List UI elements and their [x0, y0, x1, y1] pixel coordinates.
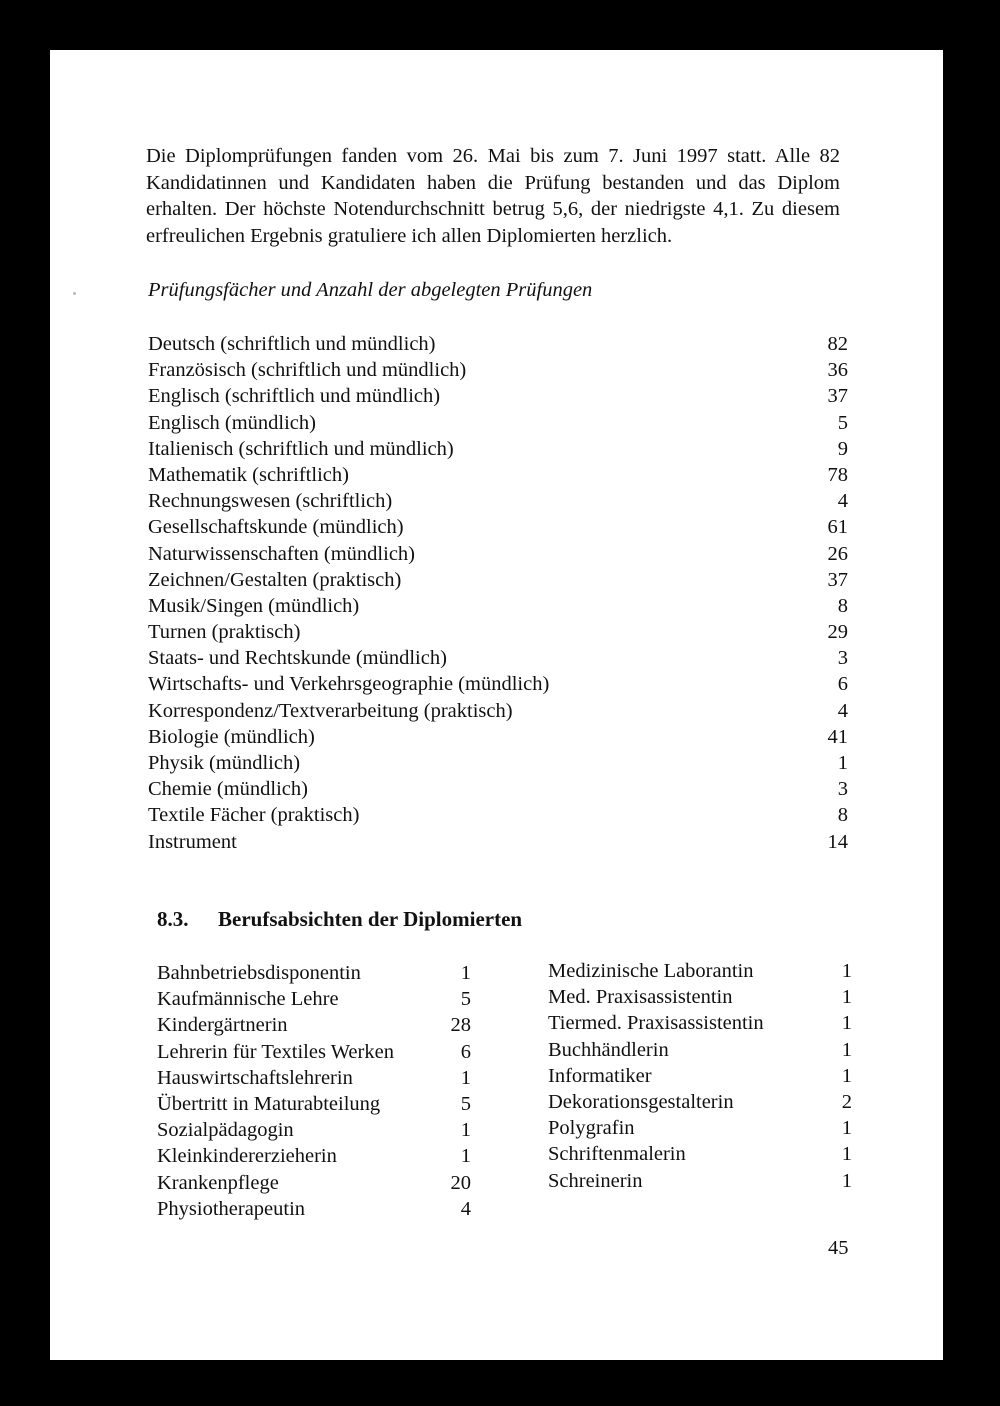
- subject-row: [148, 410, 848, 436]
- subject-row: [148, 514, 848, 540]
- career-row: [548, 1010, 852, 1036]
- subject-label: Wirtschafts- und Verkehrsgeographie (mündlich): [148, 673, 550, 696]
- subject-count: 4: [837, 490, 848, 513]
- subject-row: [148, 829, 848, 855]
- career-count: 1: [841, 1012, 852, 1035]
- career-row: [157, 1143, 471, 1169]
- section-title: Berufsabsichten der Diplomierten: [218, 907, 523, 931]
- subject-count: 78: [827, 463, 848, 486]
- subject-count: 1: [837, 752, 848, 774]
- subject-row: [148, 462, 848, 488]
- career-count: 1: [460, 962, 471, 984]
- career-row: [157, 1170, 471, 1196]
- career-label: Tiermed. Praxisassistentin: [548, 1012, 764, 1035]
- subject-label: Zeichnen/Gestalten (praktisch): [148, 568, 402, 591]
- document-page: [50, 50, 943, 1360]
- subject-count: 61: [827, 516, 848, 539]
- subject-count: 8: [837, 804, 848, 827]
- career-label: Lehrerin für Textiles Werken: [157, 1040, 394, 1063]
- career-label: Übertritt in Maturabteilung: [157, 1092, 381, 1115]
- subject-count: 6: [837, 673, 848, 696]
- subject-count: 37: [827, 385, 848, 408]
- career-row: [548, 1168, 852, 1194]
- subject-label: Physik (mündlich): [148, 752, 301, 774]
- career-count: 5: [460, 1092, 471, 1115]
- subject-count: 8: [837, 594, 848, 617]
- subject-row: [148, 541, 848, 567]
- career-count: 1: [841, 1143, 852, 1166]
- subject-label: Italienisch (schriftlich und mündlich): [148, 437, 454, 460]
- career-row: [548, 1141, 852, 1167]
- career-count: 6: [460, 1040, 471, 1063]
- subject-label: Chemie (mündlich): [148, 778, 308, 801]
- career-count: 5: [460, 988, 471, 1011]
- subjects-list: [148, 331, 848, 855]
- subject-count: 3: [837, 647, 848, 670]
- subject-row: [148, 724, 848, 750]
- subject-row: [148, 567, 848, 593]
- career-row: [157, 960, 471, 986]
- career-label: Polygrafin: [548, 1117, 635, 1140]
- career-row: [548, 1115, 852, 1141]
- career-label: Kindergärtnerin: [157, 1014, 288, 1037]
- subject-count: 26: [827, 542, 848, 565]
- career-count: 28: [450, 1014, 471, 1037]
- subject-count: 36: [827, 359, 848, 382]
- careers-left-column: [157, 960, 471, 1222]
- intro-paragraph: Die Diplomprüfungen fanden vom 26. Mai bis zum 7. Juni 1997 statt. Alle 82 Kandidatinnen und Kandidaten haben die Prüfung bestanden und das Diplom erhalten. Der höchste Notendurchschnitt betrug 5,6, der niedrigste 4,1. Zu diesem erfreulichen Ergebnis gratuliere ich allen Diplomierten herzlich.: [146, 145, 840, 247]
- page-number: 45: [828, 1237, 849, 1259]
- subject-row: [148, 698, 848, 724]
- subject-label: Englisch (mündlich): [148, 411, 316, 434]
- career-label: Schreinerin: [548, 1169, 643, 1192]
- career-count: 4: [460, 1197, 471, 1220]
- subject-label: Korrespondenz/Textverarbeitung (praktisch): [148, 699, 513, 722]
- subject-row: [148, 619, 848, 645]
- subject-row: [148, 488, 848, 514]
- subject-row: [148, 383, 848, 409]
- career-count: 1: [460, 1066, 471, 1089]
- career-count: 20: [450, 1171, 471, 1194]
- subject-label: Englisch (schriftlich und mündlich): [148, 385, 441, 408]
- career-count: 2: [841, 1090, 852, 1113]
- subject-label: Biologie (mündlich): [148, 725, 315, 748]
- career-label: Informatiker: [548, 1064, 652, 1087]
- subject-count: 37: [827, 568, 848, 591]
- subject-row: [148, 776, 848, 802]
- career-count: 1: [841, 960, 852, 982]
- subject-label: Deutsch (schriftlich und mündlich): [148, 333, 436, 355]
- subject-row: [148, 593, 848, 619]
- subject-label: Gesellschaftskunde (mündlich): [148, 516, 404, 539]
- career-label: Dekorationsgestalterin: [548, 1090, 734, 1113]
- career-label: Physiotherapeutin: [157, 1197, 306, 1220]
- subject-label: Rechnungswesen (schriftlich): [148, 490, 393, 513]
- subject-count: 82: [827, 333, 848, 355]
- career-row: [157, 986, 471, 1012]
- subject-row: [148, 671, 848, 697]
- careers-right-column: [548, 958, 852, 1194]
- subject-label: Französisch (schriftlich und mündlich): [148, 359, 467, 382]
- career-row: [157, 1039, 471, 1065]
- subject-label: Naturwissenschaften (mündlich): [148, 542, 415, 565]
- career-count: 1: [841, 1169, 852, 1192]
- subject-label: Instrument: [148, 830, 237, 853]
- subject-count: 29: [827, 621, 848, 644]
- scan-speck: [73, 292, 76, 295]
- career-row: [157, 1012, 471, 1038]
- career-label: Schriftenmalerin: [548, 1143, 686, 1166]
- subject-label: Turnen (praktisch): [148, 621, 301, 644]
- subject-row: [148, 802, 848, 828]
- subject-count: 9: [837, 437, 848, 460]
- career-row: [157, 1065, 471, 1091]
- subject-row: [148, 645, 848, 671]
- subject-row: [148, 357, 848, 383]
- subject-label: Textile Fächer (praktisch): [148, 804, 360, 827]
- section-heading: [157, 907, 522, 932]
- subjects-heading: Prüfungsfächer und Anzahl der abgelegten Prüfungen: [148, 279, 593, 301]
- career-label: Sozialpädagogin: [157, 1119, 294, 1142]
- career-row: [548, 1089, 852, 1115]
- subject-count: 14: [827, 830, 848, 853]
- career-row: [157, 1091, 471, 1117]
- career-count: 1: [841, 986, 852, 1009]
- career-row: [157, 1117, 471, 1143]
- subject-label: Staats- und Rechtskunde (mündlich): [148, 647, 447, 670]
- career-label: Kaufmännische Lehre: [157, 988, 339, 1011]
- career-row: [548, 1037, 852, 1063]
- career-label: Buchhändlerin: [548, 1038, 669, 1061]
- subject-count: 3: [837, 778, 848, 801]
- career-label: Bahnbetriebsdisponentin: [157, 962, 361, 984]
- career-label: Kleinkindererzieherin: [157, 1145, 337, 1168]
- subject-row: [148, 750, 848, 776]
- subject-count: 4: [837, 699, 848, 722]
- career-label: Krankenpflege: [157, 1171, 279, 1194]
- subject-count: 41: [827, 725, 848, 748]
- career-label: Med. Praxisassistentin: [548, 986, 733, 1009]
- subject-label: Musik/Singen (mündlich): [148, 594, 360, 617]
- section-number: 8.3.: [157, 907, 189, 931]
- career-count: 1: [460, 1119, 471, 1142]
- subject-row: [148, 331, 848, 357]
- subject-label: Mathematik (schriftlich): [148, 463, 349, 486]
- career-row: [548, 958, 852, 984]
- career-count: 1: [841, 1038, 852, 1061]
- career-row: [548, 1063, 852, 1089]
- career-row: [548, 984, 852, 1010]
- subject-row: [148, 436, 848, 462]
- career-label: Hauswirtschaftslehrerin: [157, 1066, 353, 1089]
- subject-count: 5: [837, 411, 848, 434]
- career-count: 1: [841, 1064, 852, 1087]
- career-count: 1: [841, 1117, 852, 1140]
- career-count: 1: [460, 1145, 471, 1168]
- career-row: [157, 1196, 471, 1222]
- career-label: Medizinische Laborantin: [548, 960, 754, 982]
